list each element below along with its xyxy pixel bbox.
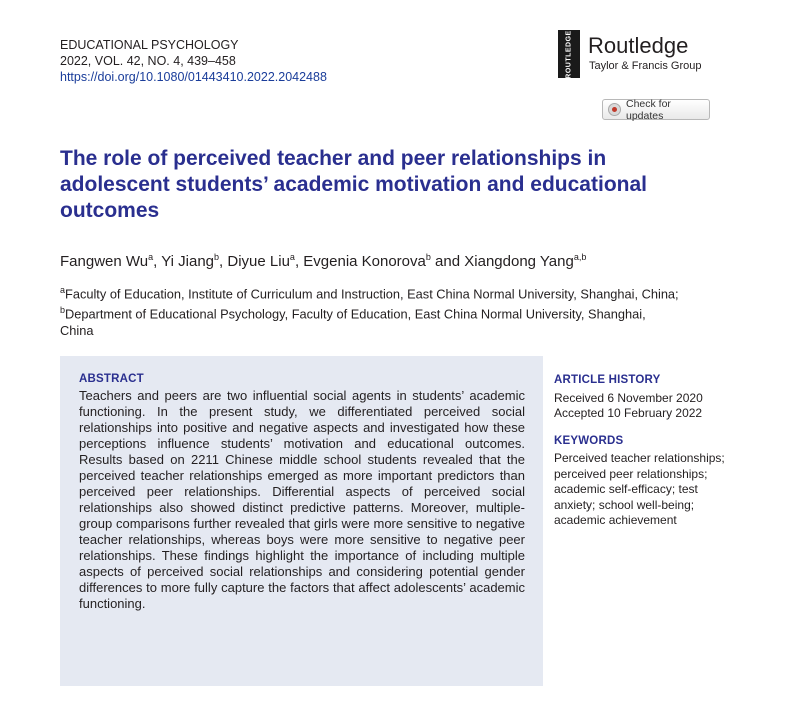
author-affiliation-mark: a — [148, 252, 154, 262]
publisher-group: Taylor & Francis Group — [589, 60, 702, 72]
received-date: Received 6 November 2020 — [554, 390, 703, 405]
affiliation-mark: b — [60, 305, 66, 316]
author-name: Xiangdong Yang — [464, 253, 574, 270]
keywords — [554, 434, 734, 529]
article-title: The role of perceived teacher and peer relationships in adolescent students’ academic motivation and educational outcomes — [60, 147, 647, 222]
accepted-date: Accepted 10 February 2022 — [554, 406, 703, 420]
author-name: Evgenia Konorova — [303, 253, 426, 270]
author-separator: , — [153, 253, 162, 270]
author-name: Fangwen Wu — [60, 253, 149, 270]
author-affiliation-mark: a — [289, 252, 295, 262]
publisher-logo — [558, 30, 738, 80]
keywords-text: Perceived teacher relationships; perceived peer relationships; academic self-efficacy; test anxiety; school well-being; academic achievement — [554, 451, 725, 527]
crossmark-icon — [608, 103, 621, 116]
article-history — [554, 373, 734, 422]
doi-link[interactable]: https://doi.org/10.1080/01443410.2022.2042488 — [60, 70, 327, 84]
abstract-text: Teachers and peers are two influential social agents in students’ academic functioning. In the present study, we differentiated perceived social relationships into positive and negative aspects and investigated how these perceptions influence students’ motivation and educational outcomes. Results based on 2211 Chinese middle school students revealed that the perceived teacher relationships emerged as more important predictors than perceived peer relationships. Differential aspects of perceived social relationships also showed distinct predictive patterns. Moreover, multiple-group comparisons further revealed that girls were more sensitive to negative teacher relationships, whereas boys were more sensitive to negative peer relationships. These findings highlight the importance of including multiple aspects of perceived social relationships and considering potential gender differences to more fully capture the factors that affect adolescents’ academic functioning. — [79, 388, 525, 611]
routledge-spine-icon: ROUTLEDGE — [558, 30, 580, 78]
check-for-updates-button[interactable] — [602, 99, 710, 120]
author-affiliation-mark: b — [425, 252, 431, 262]
journal-info — [60, 37, 327, 85]
author-affiliation-mark: a,b — [573, 252, 587, 262]
author-name: Diyue Liu — [227, 253, 290, 270]
author-separator: , — [219, 253, 228, 270]
publisher-name: Routledge — [588, 33, 689, 58]
journal-volume: 2022, VOL. 42, NO. 4, 439–458 — [60, 54, 236, 68]
abstract-box — [60, 356, 543, 686]
author-list — [60, 247, 586, 272]
author-separator: , — [294, 253, 304, 270]
author-affiliation-mark: b — [214, 252, 220, 262]
article-sidebar — [554, 373, 734, 529]
keywords-heading: KEYWORDS — [554, 434, 624, 447]
affiliation-mark: a — [60, 285, 66, 295]
check-for-updates-label: Check for updates — [626, 97, 671, 122]
author-separator: and — [430, 253, 465, 270]
affiliation-text: Department of Educational Psychology, Faculty of Education, East China Normal University, Shanghai, China — [60, 306, 646, 338]
journal-name: EDUCATIONAL PSYCHOLOGY — [60, 38, 239, 52]
abstract-heading: ABSTRACT — [79, 373, 144, 385]
article-history-heading: ARTICLE HISTORY — [554, 374, 661, 386]
affiliations — [60, 282, 680, 339]
affiliation-text: Faculty of Education, Institute of Curriculum and Instruction, East China Normal University, Shanghai, China; — [65, 286, 679, 302]
author-name: Yi Jiang — [161, 253, 215, 270]
